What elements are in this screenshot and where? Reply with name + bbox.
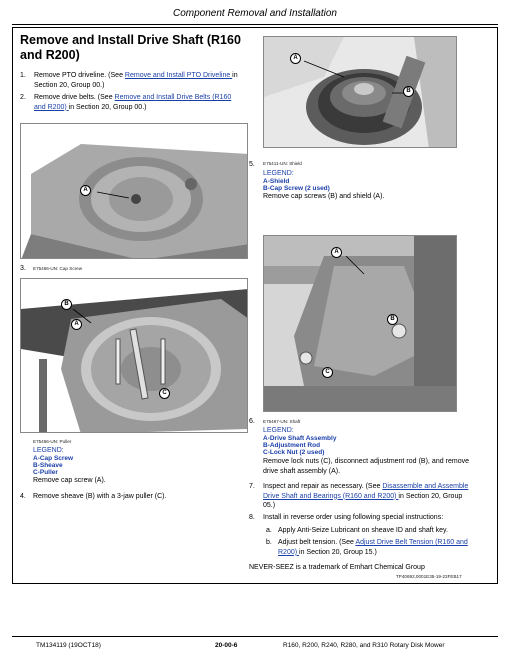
puller-illustration — [21, 279, 248, 433]
step-6-number: 6. — [249, 418, 255, 425]
step-6-legend-b: B-Adjustment Rod — [263, 442, 321, 449]
step-2-link[interactable]: Remove and Install Drive Belts (R160 and R200) — [34, 94, 232, 111]
step-2-pre: Remove drive belts. (See — [34, 94, 115, 101]
substep-a-label: a. — [266, 527, 272, 534]
cap-screw-illustration — [21, 124, 248, 259]
step-1-pre: Remove PTO driveline. (See — [34, 72, 125, 79]
step-2-post: in Section 20, Group 00.) — [68, 103, 147, 111]
substep-b-label: b. — [266, 539, 272, 546]
step-1-number: 1. — [20, 72, 26, 79]
footer-right: R160, R200, R240, R280, and R310 Rotary Disk Mower — [283, 642, 445, 649]
step-3-figure-caption: E75466-UN: Puller — [33, 439, 72, 444]
step-3-legend-title: LEGEND: — [33, 447, 64, 454]
substep-b-pre: Adjust belt tension. (See — [278, 539, 356, 546]
figure-shaft-photo — [263, 235, 457, 412]
step-7-post: in Section 20, Group 05.) — [263, 492, 463, 509]
step-3-legend-c: C-Puller — [33, 469, 58, 476]
step-8-text: Install in reverse order using following special instructions: — [263, 514, 444, 521]
step-5-text: Remove cap screws (B) and shield (A). — [263, 193, 385, 200]
step-3-legend-b: B-Sheave — [33, 462, 63, 469]
step-5-number: 5. — [249, 161, 255, 168]
step-2-number: 2. — [20, 94, 26, 101]
fig4-callout-b: B — [61, 299, 72, 310]
fig4-callout-a: A — [71, 319, 82, 330]
step-3-caption: E75466-UN: Cap Screw — [33, 266, 83, 271]
footer-left: TM134119 (19OCT18) — [36, 642, 101, 649]
step-7-number: 7. — [249, 483, 255, 490]
footer-page-number: 20-00-6 — [215, 642, 238, 649]
step-5-legend-a: A-Shield — [263, 178, 290, 185]
fig3-callout-a: A — [331, 247, 342, 258]
step-3-text: Remove cap screw (A). — [33, 477, 106, 484]
step-7-pre: Inspect and repair as necessary. (See — [263, 483, 383, 490]
step-3-legend-a: A-Cap Screw — [33, 455, 74, 462]
substep-b-text — [278, 538, 470, 557]
shaft-illustration — [264, 236, 457, 412]
figure-puller-photo — [20, 278, 248, 433]
substep-b-post: in Section 20, Group 15.) — [299, 548, 377, 556]
substep-b-link[interactable]: Adjust Drive Belt Tension (R160 and R200) — [278, 539, 468, 556]
figure-cap-screw-photo — [20, 123, 248, 259]
header-rule — [12, 24, 498, 25]
step-6-legend-a: A-Drive Shaft Assembly — [263, 435, 337, 442]
footer-rule — [12, 636, 498, 637]
step-7-link[interactable]: Disassemble and Assemble Drive Shaft and Bearings (R160 and R200) — [263, 483, 469, 500]
step-3-number: 3. — [20, 265, 26, 272]
step-5-caption: E75411-UN: Shield — [263, 161, 302, 166]
step-5-legend-title: LEGEND: — [263, 170, 294, 177]
trademark-note: NEVER-SEEZ is a trademark of Emhart Chemical Group — [249, 564, 425, 571]
step-1-post: in Section 20, Group 00.) — [34, 72, 238, 89]
step-1-link[interactable]: Remove and Install PTO Driveline — [124, 72, 233, 79]
substep-a-text: Apply Anti-Seize Lubricant on sheave ID and shaft key. — [278, 527, 448, 534]
step-6-text: Remove lock nuts (C), disconnect adjustment rod (B), and remove drive shaft assembly (A). — [263, 458, 469, 475]
fig1-callout-a: A — [290, 53, 301, 64]
page-header: Component Removal and Installation — [173, 8, 337, 19]
step-7-text — [263, 482, 469, 511]
step-4-text: Remove sheave (B) with a 3-jaw puller (C). — [33, 493, 167, 500]
step-5-legend-b: B-Cap Screw (2 used) — [263, 185, 330, 192]
step-4-number: 4. — [20, 493, 26, 500]
fig3-callout-c: C — [322, 367, 333, 378]
section-title: Remove and Install Drive Shaft (R160 and R200) — [20, 33, 241, 62]
doc-code: TP40692,0001E35-19-23FEB17 — [396, 574, 462, 579]
step-6-legend-title: LEGEND: — [263, 427, 294, 434]
step-2-text — [34, 93, 244, 112]
fig4-callout-c: C — [159, 388, 170, 399]
step-8-number: 8. — [249, 514, 255, 521]
fig3-callout-b: B — [387, 314, 398, 325]
step-6-caption: E75467-UN: Shaft — [263, 419, 301, 424]
step-1-text — [34, 71, 244, 90]
step-6-legend-c: C-Lock Nut (2 used) — [263, 449, 325, 456]
fig2-callout-a: A — [80, 185, 91, 196]
fig1-callout-b: B — [403, 86, 414, 97]
